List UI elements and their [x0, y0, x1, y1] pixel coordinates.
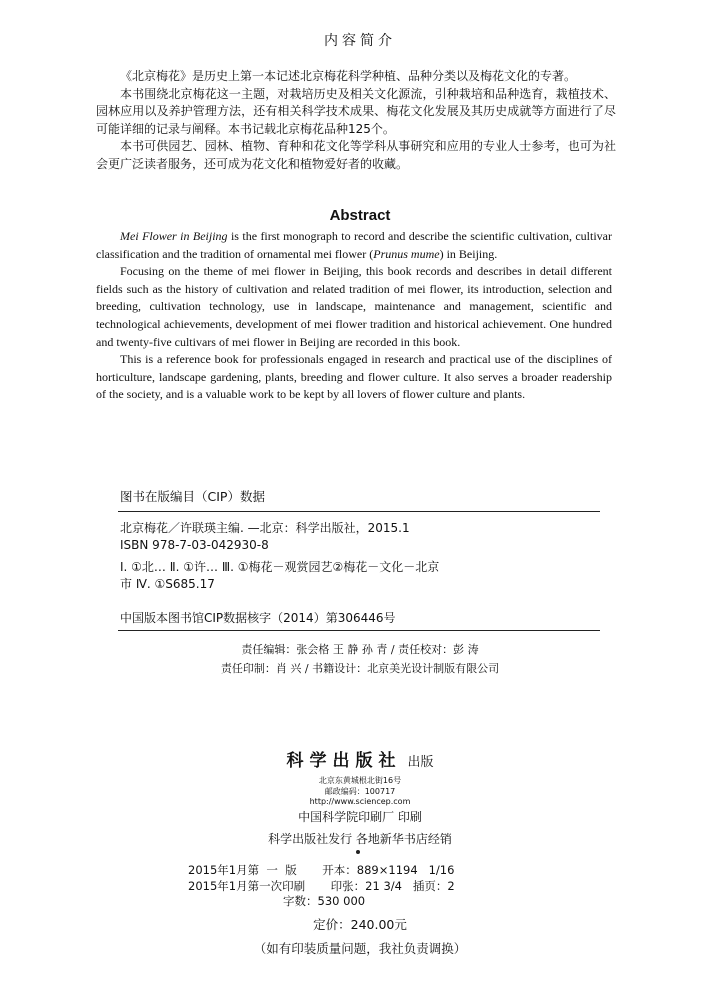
summary-paragraph-1: 《北京梅花》是历史上第一本记述北京梅花科学种植、品种分类以及梅花文化的专著。	[120, 69, 577, 83]
abstract-paragraph-2: Focusing on the theme of mei flower in Beijing, this book records and describes in detail different fields such as the history of cultivation and related tradition of mei flower, its introduction, selection and breeding, cultivation technology, use in landscape, maintenance and management, scientific and technological achievements, development of mei flower tradition and historical achievement. One hundred and twenty-five cultivars of mei flower in Beijing are recorded in this book.	[96, 264, 612, 349]
printer-line: 中国科学院印刷厂 印刷	[298, 810, 422, 824]
abstract-paragraph-3: This is a reference book for professionals engaged in research and practical use of the disciplines of horticulture, landscape gardening, plants, breeding and flower culture. It also serves a broader readership of the society, and is a valuable work to be kept by all lovers of flower culture and plants.	[96, 352, 612, 402]
separator-dot	[356, 850, 360, 854]
publisher-website: http://www.sciencep.com	[309, 797, 411, 806]
publisher-postcode: 邮政编码：100717	[324, 787, 396, 796]
quality-notice: （如有印装质量问题，我社负责调换）	[253, 941, 467, 956]
english-abstract	[96, 228, 612, 404]
abstract-p1-text-b: ) in Beijing.	[439, 246, 498, 261]
cip-heading: 图书在版编目（CIP）数据	[120, 489, 265, 504]
cip-bottom-rule	[118, 630, 600, 631]
abstract-p1-text-a: is the first monograph to record and describe the scientific cultivation, cultivar classification and the tradition of ornamental mei flower (	[96, 229, 613, 261]
cip-line-1: 北京梅花／许联瑛主编. —北京：科学出版社，2015.1	[120, 521, 410, 535]
book-title-italic: Mei Flower in Beijing	[120, 229, 228, 243]
publisher	[0, 746, 720, 771]
edition-line-1: 2015年1月第 一 版 开本：889×1194 1/16	[188, 863, 455, 877]
edition-line-2: 2015年1月第一次印刷 印张：21 3/4 插页：2	[188, 878, 455, 893]
distribution-line: 科学出版社发行 各地新华书店经销	[268, 832, 452, 846]
publisher-suffix: 出版	[407, 755, 434, 770]
summary-paragraph-2: 本书围绕北京梅花这一主题，对栽培历史及相关文化源流，引种栽培和品种选育，栽植技术、园林应用以及养护管理方法，还有相关科学技术成果、梅花文化发展及其历史成就等方面进行了尽可能详细的记录与阐释。本书记载北京梅花品种125个。	[96, 86, 616, 136]
publisher-name: 科学出版社	[286, 751, 402, 771]
species-name-italic: Prunus mume	[373, 246, 440, 261]
publisher-address: 北京东黄城根北街16号	[318, 776, 402, 785]
abstract-paragraph-1	[96, 228, 612, 263]
editors-line-1: 责任编辑：张会格 王 静 孙 青 / 责任校对：彭 涛	[241, 643, 479, 656]
price: 定价：240.00元	[313, 917, 407, 932]
editors-line-2: 责任印制：肖 兴 / 书籍设计：北京美光设计制版有限公司	[220, 662, 500, 675]
edition-info	[188, 863, 455, 910]
cip-number: 中国版本图书馆CIP数据核字（2014）第306446号	[120, 611, 396, 625]
edition-line-3: 字数：530 000	[188, 894, 366, 908]
cip-line-4: 市 Ⅳ. ①S685.17	[120, 577, 215, 591]
summary-paragraph-3: 本书可供园艺、园林、植物、育种和花文化等学科从事研究和应用的专业人士参考，也可为社会更广泛读者服务，还可成为花文化和植物爱好者的收藏。	[96, 139, 616, 171]
cip-top-rule	[118, 511, 600, 512]
cip-record	[120, 520, 600, 593]
summary-title: 内容简介	[324, 33, 396, 49]
abstract-title: Abstract	[329, 207, 391, 224]
chinese-summary	[96, 68, 616, 173]
cip-line-3: Ⅰ. ①北… Ⅱ. ①许… Ⅲ. ①梅花－观赏园艺②梅花－文化－北京	[120, 560, 440, 574]
cip-line-2: ISBN 978-7-03-042930-8	[120, 538, 269, 552]
